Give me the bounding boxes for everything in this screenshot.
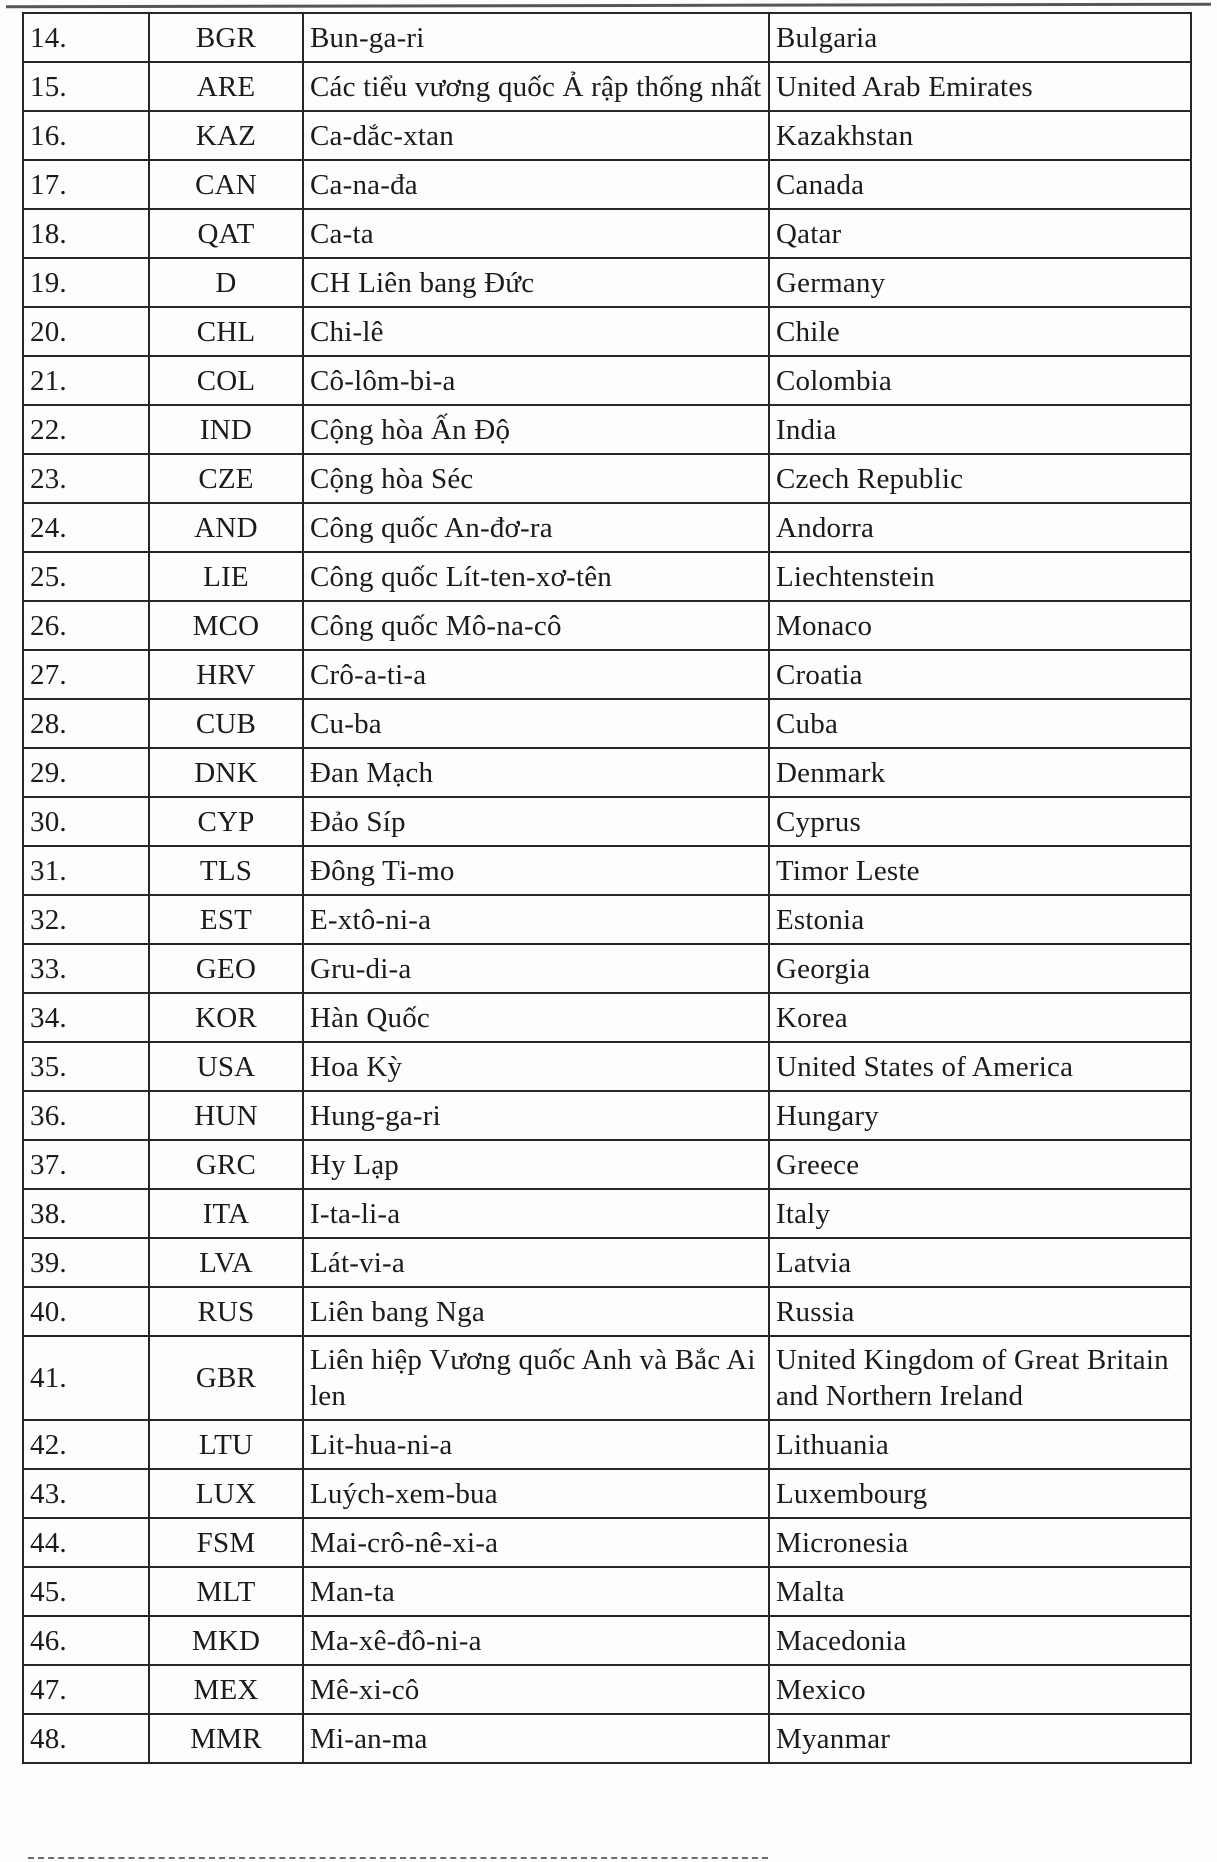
vietnamese-name-cell: Cô-lôm-bi-a <box>303 356 769 405</box>
country-code-cell: LTU <box>149 1420 303 1469</box>
vietnamese-name-cell: Mê-xi-cô <box>303 1665 769 1714</box>
vietnamese-name-cell: Ma-xê-đô-ni-a <box>303 1616 769 1665</box>
row-number-cell: 17. <box>23 160 149 209</box>
country-code-cell: TLS <box>149 846 303 895</box>
country-code-cell: ITA <box>149 1189 303 1238</box>
table-row <box>23 454 1191 503</box>
vietnamese-name-cell: Luých-xem-bua <box>303 1469 769 1518</box>
table-row <box>23 1042 1191 1091</box>
row-number-cell: 27. <box>23 650 149 699</box>
scan-artifact-line-bottom <box>28 1857 768 1859</box>
english-name-cell: Korea <box>769 993 1191 1042</box>
table-row <box>23 1616 1191 1665</box>
english-name-cell: Qatar <box>769 209 1191 258</box>
english-name-cell: Lithuania <box>769 1420 1191 1469</box>
english-name-cell: Malta <box>769 1567 1191 1616</box>
table-row <box>23 1665 1191 1714</box>
row-number-cell: 30. <box>23 797 149 846</box>
table-row <box>23 1518 1191 1567</box>
english-name-cell: Latvia <box>769 1238 1191 1287</box>
english-name-cell: Estonia <box>769 895 1191 944</box>
english-name-cell: Croatia <box>769 650 1191 699</box>
table-row <box>23 895 1191 944</box>
row-number-cell: 32. <box>23 895 149 944</box>
table-row <box>23 111 1191 160</box>
country-code-cell: KOR <box>149 993 303 1042</box>
english-name-cell: Chile <box>769 307 1191 356</box>
table-row <box>23 1287 1191 1336</box>
english-name-cell: Mexico <box>769 1665 1191 1714</box>
country-code-cell: CHL <box>149 307 303 356</box>
english-name-cell: United Kingdom of Great Britain and Northern Ireland <box>769 1336 1191 1420</box>
row-number-cell: 20. <box>23 307 149 356</box>
country-code-cell: DNK <box>149 748 303 797</box>
country-code-cell: LUX <box>149 1469 303 1518</box>
table-row <box>23 1420 1191 1469</box>
country-code-cell: EST <box>149 895 303 944</box>
country-code-cell: CUB <box>149 699 303 748</box>
vietnamese-name-cell: Cộng hòa Séc <box>303 454 769 503</box>
row-number-cell: 47. <box>23 1665 149 1714</box>
vietnamese-name-cell: Các tiểu vương quốc Ả rập thống nhất <box>303 62 769 111</box>
row-number-cell: 43. <box>23 1469 149 1518</box>
table-row <box>23 748 1191 797</box>
row-number-cell: 39. <box>23 1238 149 1287</box>
vietnamese-name-cell: Ca-ta <box>303 209 769 258</box>
table-row <box>23 405 1191 454</box>
vietnamese-name-cell: Đảo Síp <box>303 797 769 846</box>
row-number-cell: 14. <box>23 13 149 62</box>
row-number-cell: 19. <box>23 258 149 307</box>
country-code-cell: QAT <box>149 209 303 258</box>
table-row <box>23 1091 1191 1140</box>
vietnamese-name-cell: Lit-hua-ni-a <box>303 1420 769 1469</box>
vietnamese-name-cell: Lát-vi-a <box>303 1238 769 1287</box>
english-name-cell: Russia <box>769 1287 1191 1336</box>
english-name-cell: Timor Leste <box>769 846 1191 895</box>
country-code-cell: MKD <box>149 1616 303 1665</box>
country-code-cell: MCO <box>149 601 303 650</box>
row-number-cell: 21. <box>23 356 149 405</box>
vietnamese-name-cell: Liên bang Nga <box>303 1287 769 1336</box>
vietnamese-name-cell: Hoa Kỳ <box>303 1042 769 1091</box>
english-name-cell: Germany <box>769 258 1191 307</box>
table-row <box>23 1336 1191 1420</box>
english-name-cell: Liechtenstein <box>769 552 1191 601</box>
english-name-cell: Myanmar <box>769 1714 1191 1763</box>
table-row <box>23 13 1191 62</box>
country-code-cell: HRV <box>149 650 303 699</box>
table-row <box>23 1140 1191 1189</box>
row-number-cell: 36. <box>23 1091 149 1140</box>
country-code-cell: CYP <box>149 797 303 846</box>
english-name-cell: United States of America <box>769 1042 1191 1091</box>
english-name-cell: Canada <box>769 160 1191 209</box>
vietnamese-name-cell: Công quốc An-đơ-ra <box>303 503 769 552</box>
country-code-cell: GEO <box>149 944 303 993</box>
row-number-cell: 26. <box>23 601 149 650</box>
country-code-cell: IND <box>149 405 303 454</box>
country-code-cell: GRC <box>149 1140 303 1189</box>
row-number-cell: 25. <box>23 552 149 601</box>
vietnamese-name-cell: Chi-lê <box>303 307 769 356</box>
row-number-cell: 31. <box>23 846 149 895</box>
row-number-cell: 23. <box>23 454 149 503</box>
country-code-cell: ARE <box>149 62 303 111</box>
table-row <box>23 993 1191 1042</box>
vietnamese-name-cell: Ca-dắc-xtan <box>303 111 769 160</box>
table-row <box>23 307 1191 356</box>
row-number-cell: 48. <box>23 1714 149 1763</box>
vietnamese-name-cell: Bun-ga-ri <box>303 13 769 62</box>
vietnamese-name-cell: Hàn Quốc <box>303 993 769 1042</box>
vietnamese-name-cell: Cộng hòa Ấn Độ <box>303 405 769 454</box>
row-number-cell: 46. <box>23 1616 149 1665</box>
english-name-cell: Denmark <box>769 748 1191 797</box>
english-name-cell: Monaco <box>769 601 1191 650</box>
row-number-cell: 33. <box>23 944 149 993</box>
country-code-cell: GBR <box>149 1336 303 1420</box>
country-code-cell: CAN <box>149 160 303 209</box>
row-number-cell: 18. <box>23 209 149 258</box>
english-name-cell: Georgia <box>769 944 1191 993</box>
english-name-cell: Czech Republic <box>769 454 1191 503</box>
table-row <box>23 1189 1191 1238</box>
country-code-cell: USA <box>149 1042 303 1091</box>
english-name-cell: Cyprus <box>769 797 1191 846</box>
vietnamese-name-cell: Đan Mạch <box>303 748 769 797</box>
english-name-cell: Colombia <box>769 356 1191 405</box>
country-code-table-body <box>23 13 1191 1763</box>
table-row <box>23 209 1191 258</box>
english-name-cell: Andorra <box>769 503 1191 552</box>
country-code-cell: CZE <box>149 454 303 503</box>
table-row <box>23 356 1191 405</box>
country-code-cell: LVA <box>149 1238 303 1287</box>
english-name-cell: Cuba <box>769 699 1191 748</box>
vietnamese-name-cell: Công quốc Mô-na-cô <box>303 601 769 650</box>
vietnamese-name-cell: Gru-di-a <box>303 944 769 993</box>
table-row <box>23 797 1191 846</box>
table-row <box>23 650 1191 699</box>
row-number-cell: 44. <box>23 1518 149 1567</box>
scan-artifact-line-top <box>6 3 1211 9</box>
vietnamese-name-cell: Liên hiệp Vương quốc Anh và Bắc Ai len <box>303 1336 769 1420</box>
country-code-cell: FSM <box>149 1518 303 1567</box>
english-name-cell: Italy <box>769 1189 1191 1238</box>
table-row <box>23 552 1191 601</box>
row-number-cell: 45. <box>23 1567 149 1616</box>
table-row <box>23 601 1191 650</box>
table-row <box>23 258 1191 307</box>
row-number-cell: 15. <box>23 62 149 111</box>
vietnamese-name-cell: CH Liên bang Đức <box>303 258 769 307</box>
row-number-cell: 34. <box>23 993 149 1042</box>
row-number-cell: 29. <box>23 748 149 797</box>
row-number-cell: 41. <box>23 1336 149 1420</box>
row-number-cell: 28. <box>23 699 149 748</box>
english-name-cell: United Arab Emirates <box>769 62 1191 111</box>
table-row <box>23 160 1191 209</box>
vietnamese-name-cell: Đông Ti-mo <box>303 846 769 895</box>
country-code-cell: RUS <box>149 1287 303 1336</box>
vietnamese-name-cell: Hung-ga-ri <box>303 1091 769 1140</box>
vietnamese-name-cell: Cu-ba <box>303 699 769 748</box>
table-row <box>23 62 1191 111</box>
table-row <box>23 846 1191 895</box>
vietnamese-name-cell: Ca-na-đa <box>303 160 769 209</box>
vietnamese-name-cell: Man-ta <box>303 1567 769 1616</box>
row-number-cell: 22. <box>23 405 149 454</box>
english-name-cell: Micronesia <box>769 1518 1191 1567</box>
english-name-cell: Luxembourg <box>769 1469 1191 1518</box>
country-code-cell: LIE <box>149 552 303 601</box>
english-name-cell: Greece <box>769 1140 1191 1189</box>
row-number-cell: 24. <box>23 503 149 552</box>
row-number-cell: 40. <box>23 1287 149 1336</box>
english-name-cell: Macedonia <box>769 1616 1191 1665</box>
vietnamese-name-cell: Mai-crô-nê-xi-a <box>303 1518 769 1567</box>
vietnamese-name-cell: Hy Lạp <box>303 1140 769 1189</box>
row-number-cell: 16. <box>23 111 149 160</box>
row-number-cell: 42. <box>23 1420 149 1469</box>
table-row <box>23 1469 1191 1518</box>
country-code-cell: AND <box>149 503 303 552</box>
table-row <box>23 699 1191 748</box>
country-code-cell: MEX <box>149 1665 303 1714</box>
country-code-cell: BGR <box>149 13 303 62</box>
vietnamese-name-cell: I-ta-li-a <box>303 1189 769 1238</box>
country-code-table <box>22 12 1192 1764</box>
row-number-cell: 35. <box>23 1042 149 1091</box>
vietnamese-name-cell: Mi-an-ma <box>303 1714 769 1763</box>
english-name-cell: India <box>769 405 1191 454</box>
vietnamese-name-cell: E-xtô-ni-a <box>303 895 769 944</box>
country-code-cell: COL <box>149 356 303 405</box>
vietnamese-name-cell: Công quốc Lít-ten-xơ-tên <box>303 552 769 601</box>
english-name-cell: Kazakhstan <box>769 111 1191 160</box>
country-code-cell: HUN <box>149 1091 303 1140</box>
country-code-cell: MLT <box>149 1567 303 1616</box>
vietnamese-name-cell: Crô-a-ti-a <box>303 650 769 699</box>
table-row <box>23 944 1191 993</box>
table-row <box>23 1238 1191 1287</box>
english-name-cell: Hungary <box>769 1091 1191 1140</box>
country-code-cell: D <box>149 258 303 307</box>
country-code-cell: KAZ <box>149 111 303 160</box>
table-row <box>23 1714 1191 1763</box>
table-row <box>23 1567 1191 1616</box>
row-number-cell: 38. <box>23 1189 149 1238</box>
country-code-cell: MMR <box>149 1714 303 1763</box>
english-name-cell: Bulgaria <box>769 13 1191 62</box>
row-number-cell: 37. <box>23 1140 149 1189</box>
table-row <box>23 503 1191 552</box>
